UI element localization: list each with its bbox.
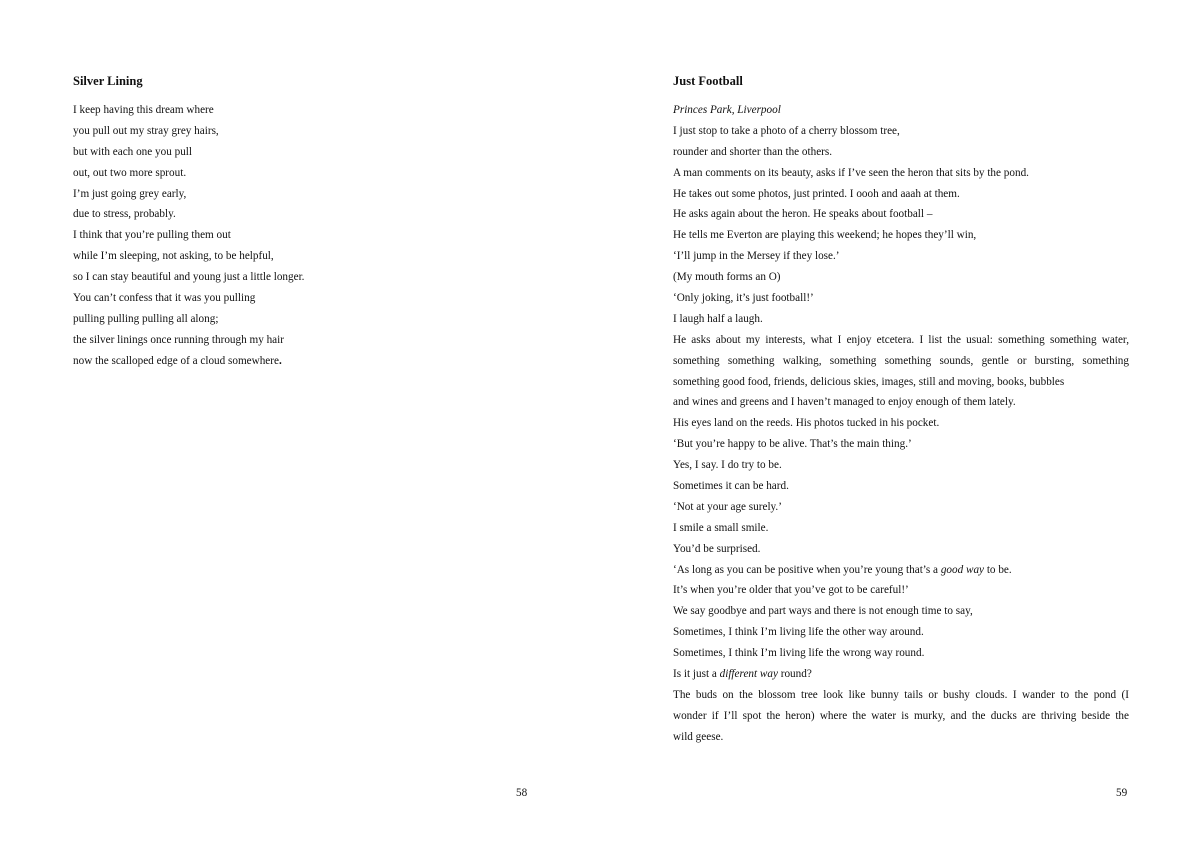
poem-line: I think that you’re pulling them out (73, 229, 231, 242)
poem-line: you pull out my stray grey hairs, (73, 124, 219, 137)
paragraph-line: and wines and greens and I haven’t managed to enjoy enough of them lately. (673, 396, 1016, 409)
right-page (600, 0, 1200, 849)
poem-line: His eyes land on the reeds. His photos tucked in his pocket. (673, 417, 940, 430)
emphasis-different-way: different way (719, 668, 778, 681)
poem-line: ‘Not at your age surely.’ (673, 500, 782, 513)
poem-line: rounder and shorter than the others. (673, 145, 833, 158)
poem-line: He asks again about the heron. He speaks about football – (673, 208, 933, 221)
poem-line: He tells me Everton are playing this weekend; he hopes they’ll win, (673, 229, 977, 242)
poem-line: Sometimes, I think I’m living life the other way around. (673, 626, 924, 639)
poem-line: so I can stay beautiful and young just a little longer. (73, 271, 305, 284)
poem-line: I’m just going grey early, (73, 187, 187, 200)
poem-body-silver-lining (73, 100, 533, 372)
poem-line: ‘But you’re happy to be alive. That’s the main thing.’ (673, 438, 912, 451)
poem-line: I just stop to take a photo of a cherry blossom tree, (673, 124, 900, 137)
poem-line: I keep having this dream where (73, 104, 214, 116)
poem-line-positive (673, 560, 1129, 581)
poem-line: ‘Only joking, it’s just football!’ (673, 292, 814, 305)
poem-line: Sometimes it can be hard. (673, 480, 789, 493)
poem-line: I laugh half a laugh. (673, 312, 763, 325)
line-segment: round? (777, 668, 812, 681)
poem-line-different-way (673, 664, 1129, 685)
poem-line-last (73, 351, 533, 372)
poem-location: Princes Park, Liverpool (673, 104, 781, 116)
poem-line-last-period: . (278, 354, 282, 367)
poem-line: Yes, I say. I do try to be. (673, 459, 782, 472)
line-segment: to be. (984, 563, 1012, 576)
page-number-left: 58 (516, 787, 528, 799)
poem-line: while I’m sleeping, not asking, to be helpful, (73, 250, 274, 263)
paragraph-line: something something walking, something something sounds, gentle or bursting, something (673, 354, 1129, 367)
poem-line: He takes out some photos, just printed. I oooh and aaah at them. (673, 187, 960, 200)
poem-line: It’s when you’re older that you’ve got to be careful!’ (673, 584, 909, 597)
poem-line: You can’t confess that it was you pulling (73, 292, 256, 305)
poem-line: out, out two more sprout. (73, 166, 187, 179)
poem-body-just-football (673, 100, 1129, 748)
poem-title-silver-lining: Silver Lining (73, 74, 143, 88)
poem-line: the silver linings once running through my hair (73, 333, 284, 346)
page-number-right: 59 (1116, 787, 1128, 799)
paragraph-line: wild geese. (673, 730, 724, 743)
paragraph-line: something good food, friends, delicious skies, images, still and moving, books, bubbles (673, 375, 1065, 388)
poem-line: A man comments on its beauty, asks if I’ve seen the heron that sits by the pond. (673, 166, 1029, 179)
poem-line: (My mouth forms an O) (673, 271, 781, 284)
paragraph-line: He asks about my interests, what I enjoy etcetera. I list the usual: something something water, (673, 333, 1129, 346)
poem-line: Sometimes, I think I’m living life the wrong way round. (673, 647, 925, 660)
poem-line: You’d be surprised. (673, 542, 761, 555)
poem-line-last-text: now the scalloped edge of a cloud somewhere (73, 354, 279, 367)
emphasis-good-way: good way (940, 563, 985, 576)
poem-line: We say goodbye and part ways and there is not enough time to say, (673, 605, 973, 618)
paragraph-line: wonder if I’ll spot the heron) where the water is murky, and the ducks are thriving beside the (673, 709, 1129, 722)
paragraph-line: The buds on the blossom tree look like bunny tails or bushy clouds. I wander to the pond (I (673, 688, 1129, 701)
poem-line: pulling pulling pulling all along; (73, 312, 219, 325)
poem-line: ‘I’ll jump in the Mersey if they lose.’ (673, 250, 840, 263)
poem-line: due to stress, probably. (73, 208, 176, 221)
poem-line: I smile a small smile. (673, 521, 769, 534)
line-segment: Is it just a (673, 668, 720, 681)
poem-title-just-football: Just Football (673, 74, 743, 88)
line-segment: ‘As long as you can be positive when you’re young that’s a (673, 563, 941, 576)
poem-line: but with each one you pull (73, 145, 192, 158)
